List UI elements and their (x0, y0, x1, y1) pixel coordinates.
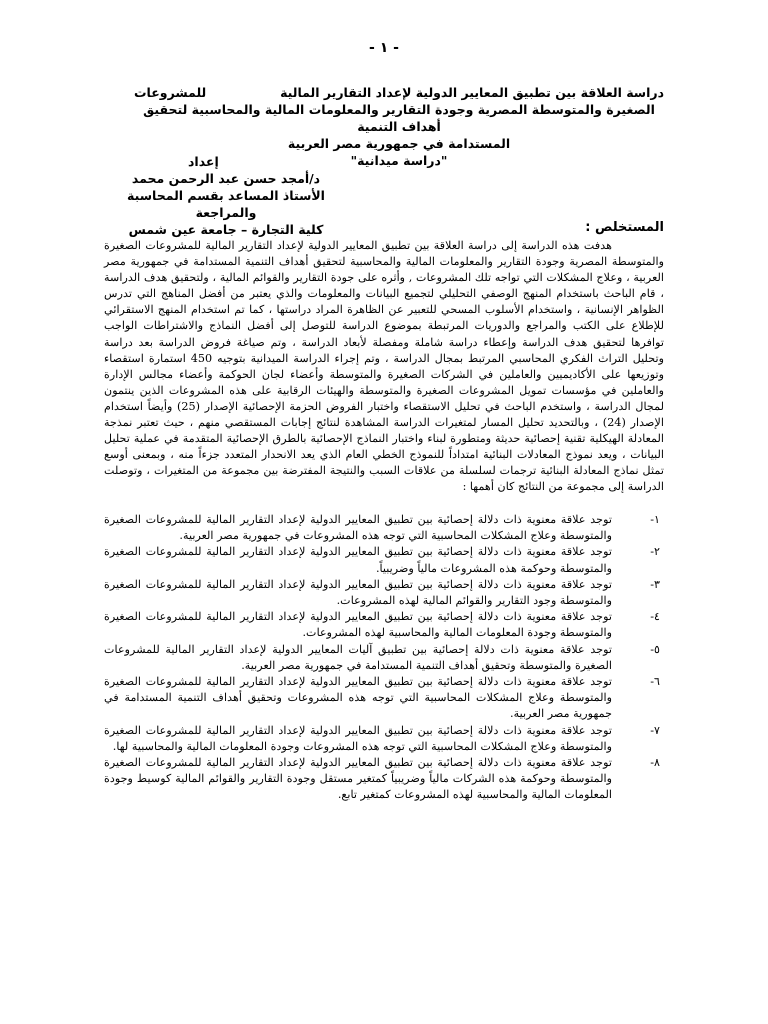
abstract-heading: المستخلص : (585, 220, 664, 235)
list-item-number: ١- (650, 513, 660, 526)
list-item (104, 544, 664, 576)
list-item-number: ٢- (650, 545, 660, 559)
list-item-text: توجد علاقة معنوية ذات دلالة إحصائية بين تطبيق المعايير الدولية لإعداد التقارير المالية للمشروعات الصغيرة والمتوسطة وعلاج المشكلات المحاسبية التي توجه هذه المشروعات وتحقيق أهداف التنمية المستدامة في جمهورية مصر العربية. (104, 675, 612, 721)
list-item (104, 642, 664, 674)
prepared-by-label: إعداد (188, 154, 219, 169)
list-item (104, 674, 664, 723)
list-item-text: توجد علاقة معنوية ذات دلالة إحصائية بين تطبيق المعايير الدولية لإعداد التقارير المالية للمشروعات الصغيرة والمتوسطة وعلاج المشكلات المحاسبية التي توجه هذه المشروعات وجودة المعلومات المالية والمحاسبية لها. (104, 723, 612, 753)
results-list (104, 512, 664, 804)
list-item (104, 512, 664, 544)
list-item-text: توجد علاقة معنوية ذات دلالة إحصائية بين تطبيق المعايير الدولية لإعداد التقارير المالية للمشروعات الصغيرة والمتوسطة وحوكمة هذه المشروعات مالياً وضريبياً. (104, 545, 612, 575)
abstract-paragraph: هدفت هذه الدراسة إلى دراسة العلاقة بين تطبيق المعايير الدولية لإعداد التقارير المالية للمشروعات الصغيرة والمتوسطة المصرية وجودة التقارير والمعلومات المالية والمحاسبية لتحقيق أهداف التنمية المستدامة في جمهورية مصر العربية ، وعلاج المشكلات التي تواجه تلك المشروعات , وأثره على جودة التقارير والقوائم المالية ، ولتحقيق هدف الدراسة ، قام الباحث باستخدام المنهج الوصفي التحليلي لتجميع البيانات والمعلومات والذي يعتبر من أفضل المناهج التي تدرس الظواهر الإنسانية ، واستخدام الأسلوب المسحي للتعبير عن الظاهرة المراد دراستها ، كما تم استخدام المنهج الاستقرائي للإطلاع على الكتب والمراجع والدوريات المرتبطة بموضوع الدراسة للتوصل إلى أفضل النماذج والاشتراطات الواجب توافرها لتحقيق هدف الدراسة وإعطاء دراسة شاملة ومفصلة لأبعاد الدراسة ، وتم صياغة فروض الدراسة بعد دراسة وتحليل التراث الفكري المحاسبي المرتبط بمجال الدراسة ، وتم إجراء الدراسة الميدانية بتوجيه 450 استمارة استقصاء وتوزيعها على الأكاديميين والعاملين في الشركات الصغيرة والمتوسطة وأعضاء لجان الحوكمة وأعضاء مجالس الإدارة والعاملين في مؤسسات تمويل المشروعات الصغيرة والمتوسطة والهيئات الرقابية على هذه المشروعات الذين ينتمون لمجال الدراسة ، واستخدم الباحث في تحليل الاستقصاء واختبار الفروض الحزمة الإحصائية الإصدار (25) وأيضاً استخدام الإصدار (24) ، وبالتحديد تحليل المسار لمتغيرات الدراسة المشاهدة لنتائج إجابات المستقصي منهم ، حيث تعتبر نمذجة المعادلة الهيكلية تقنية إحصائية حديثة ومتطورة لبناء واختبار النماذج الإحصائية بالطرق الإحصائية المتقدمة في عملية تحليل البيانات ، ويعد نموذج المعادلات البنائية امتداداً للنموذج الخطي العام الذي يعد الانحدار المتعدد جزءاً منه ، وبمعنى أوسع تمثل نماذج المعادلة البنائية ترجمات لسلسلة من علاقات السبب والنتيجة المفترضة بين مجموعة من المتغيرات ، وتوصلت الدراسة إلى مجموعة من النتائج كان أهمها : (104, 239, 665, 494)
author-name: د/أمجد حسن عبد الرحمن محمد (131, 171, 321, 186)
author-block (116, 170, 336, 238)
abstract-body (104, 238, 664, 496)
title-line-1 (134, 84, 664, 101)
list-item-number: ٤- (650, 610, 660, 624)
list-item-text: توجد علاقة معنوية ذات دلالة إحصائية بين تطبيق المعايير الدولية لإعداد التقارير المالية للمشروعات الصغيرة والمتوسطة وجودة المعلومات المالية والمحاسبية لهذه المشروعات. (104, 610, 612, 640)
list-item-number: ٨- (650, 756, 660, 770)
list-item (104, 755, 664, 804)
title-line-3: المستدامة في جمهورية مصر العربية (287, 136, 511, 151)
title-line-2: الصغيرة والمتوسطة المصرية وجودة التقارير والمعلومات المالية والمحاسبية لتحقيق أهداف التنمية (143, 102, 655, 134)
list-item (104, 609, 664, 641)
list-item-number: ٧- (650, 723, 660, 737)
list-item-text: توجد علاقة معنوية ذات دلالة إحصائية بين تطبيق المعايير الدولية لإعداد التقارير المالية للمشروعات الصغيرة والمتوسطة وجود التقارير والقوائم المالية لهذه المشروعات. (104, 577, 612, 608)
author-affiliation: كلية التجارة – جامعة عين شمس (128, 222, 324, 237)
list-item (104, 723, 664, 755)
list-item-text: توجد علاقة معنوية ذات دلالة إحصائية بين تطبيق آليات المعايير الدولية لإعداد التقارير المالية للمشروعات الصغيرة والمتوسطة وتحقيق أهداف التنمية المستدامة في جمهورية مصر العربية. (104, 642, 612, 672)
list-item-text: توجد علاقة معنوية ذات دلالة إحصائية بين تطبيق المعايير الدولية لإعداد التقارير المالية للمشروعات الصغيرة والمتوسطة وعلاج المشكلات المحاسبية التي توجه هذه المشروعات في جمهورية مصر العربية. (104, 513, 612, 543)
page-number: - ١ - (369, 40, 399, 56)
list-item (104, 577, 664, 609)
list-item-number: ٥- (650, 642, 660, 656)
title-line-1-end: للمشروعات (134, 85, 207, 100)
title-line-1-start: دراسة العلاقة بين تطبيق المعايير الدولية لإعداد التقارير المالية (280, 85, 664, 100)
list-item-text: توجد علاقة معنوية ذات دلالة إحصائية بين تطبيق المعايير الدولية لإعداد التقارير المالية للمشروعات الصغيرة والمتوسطة وحوكمة هذه الشركات مالياً وضريبياً كمتغير مستقل وجودة التقارير والقوائم المالية كوسيط وجودة المعلومات المالية والمحاسبية لهذه المشروعات كمتغير تابع. (104, 756, 612, 802)
list-item-number: ٦- (650, 675, 660, 689)
author-position: الأستاذ المساعد بقسم المحاسبة والمراجعة (127, 188, 325, 220)
list-item-number: ٣- (650, 577, 660, 591)
title-line-4: "دراسة ميدانية" (350, 153, 448, 168)
